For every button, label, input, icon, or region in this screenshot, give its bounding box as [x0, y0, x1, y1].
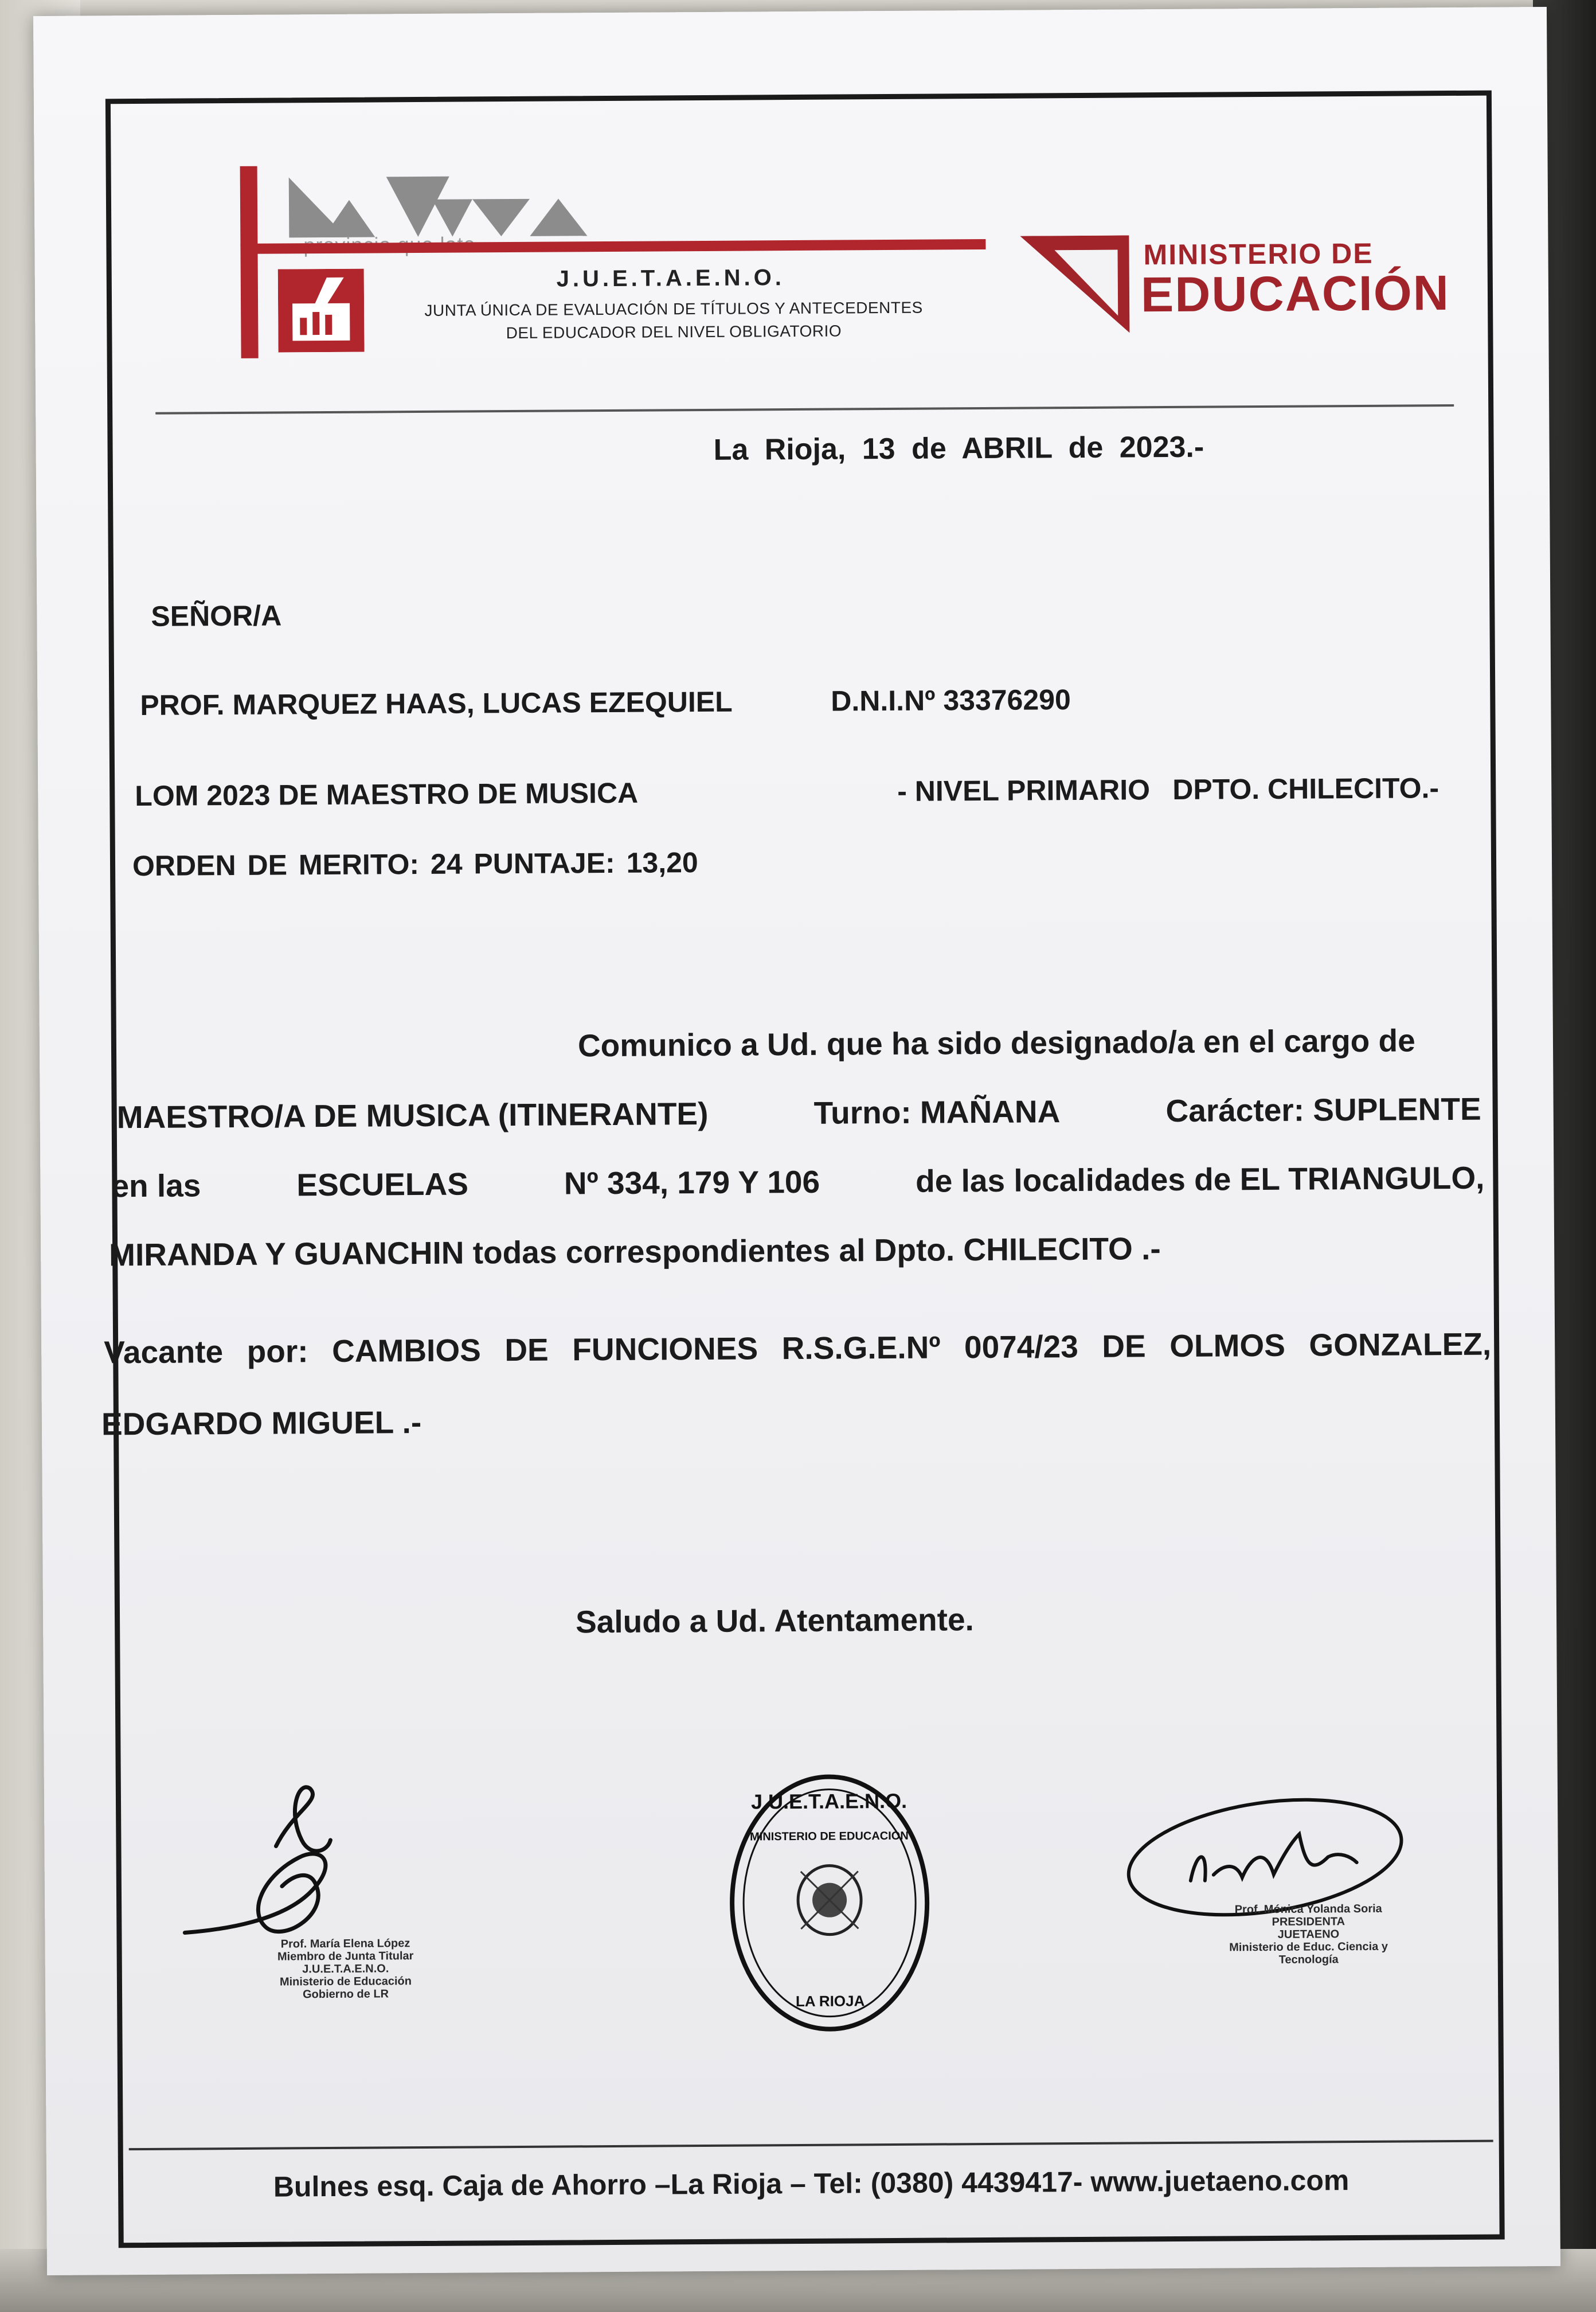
- left-stamp-line: Ministerio de Educación: [279, 1975, 412, 1989]
- body-line-4: MIRANDA Y GUANCHIN todas correspondientes al Dpto. CHILECITO .-: [108, 1231, 1161, 1273]
- vacancy-word: 0074/23: [964, 1329, 1078, 1365]
- document-page: [33, 7, 1560, 2275]
- body-line-3-part: en las: [111, 1167, 201, 1204]
- ministry-triangle-icon: [1020, 235, 1135, 339]
- juetaeno-emblem-icon: [278, 269, 365, 353]
- header-divider: [155, 404, 1454, 415]
- vacancy-word: Vacante: [104, 1334, 224, 1370]
- school-numbers: Nº 334, 179 Y 106: [564, 1163, 820, 1201]
- vacancy-line-2: EDGARDO MIGUEL .-: [101, 1404, 422, 1442]
- salutation: SEÑOR/A: [151, 599, 282, 632]
- footer-divider: [129, 2140, 1493, 2151]
- body-line-3-part: ESCUELAS: [296, 1166, 469, 1203]
- la-rioja-wordmark-logo: [283, 163, 685, 240]
- right-stamp-line: JUETAENO: [1277, 1928, 1340, 1941]
- org-fullname-line2: DEL EDUCADOR DEL NIVEL OBLIGATORIO: [506, 322, 842, 342]
- left-stamp-line: Gobierno de LR: [303, 1987, 389, 2001]
- official-seal-icon: [723, 1768, 937, 2038]
- vacancy-word: DE: [504, 1331, 549, 1368]
- vacancy-word: GONZALEZ,: [1309, 1326, 1492, 1363]
- lom-position: LOM 2023 DE MAESTRO DE MUSICA: [135, 776, 639, 813]
- designation-shift: Turno: MAÑANA: [813, 1093, 1061, 1131]
- vacancy-word: FUNCIONES: [572, 1330, 758, 1368]
- vacancy-word: R.S.G.E.Nº: [781, 1329, 941, 1366]
- body-line-3-part: de las localidades de EL TRIANGULO,: [915, 1159, 1485, 1199]
- document-border: [101, 91, 1505, 2248]
- vacancy-line: [104, 1326, 1491, 1371]
- svg-text:LA RIOJA: LA RIOJA: [795, 1992, 865, 2010]
- letterhead-red-bar-vertical: [240, 166, 259, 358]
- left-stamp-line: J.U.E.T.A.E.N.O.: [302, 1962, 389, 1976]
- recipient-dni: D.N.I.Nº 33376290: [831, 684, 1071, 717]
- vacancy-word: CAMBIOS: [331, 1332, 482, 1369]
- svg-text:J.U.E.T.A.E.N.O.: J.U.E.T.A.E.N.O.: [750, 1788, 907, 1814]
- right-signature-stamp: [1205, 1902, 1412, 1966]
- merit-order-score: ORDEN DE MERITO: 24 PUNTAJE: 13,20: [132, 846, 698, 882]
- closing: Saludo a Ud. Atentamente.: [575, 1602, 975, 1640]
- lom-level: - NIVEL PRIMARIO: [897, 774, 1151, 807]
- body-line-3: [111, 1159, 1484, 1205]
- lom-department: DPTO. CHILECITO.-: [1172, 772, 1439, 806]
- vacancy-word: por:: [247, 1333, 308, 1369]
- letterhead: [111, 96, 1488, 425]
- designation-character: Carácter: SUPLENTE: [1165, 1091, 1481, 1129]
- footer-address: Bulnes esq. Caja de Ahorro –La Rioja – Tel: (0380) 4439417- www.juetaeno.com: [273, 2164, 1349, 2203]
- body-line-2: [117, 1091, 1481, 1136]
- org-fullname-line1: JUNTA ÚNICA DE EVALUACIÓN DE TÍTULOS Y ANTECEDENTES: [424, 298, 923, 319]
- svg-text:MINISTERIO DE EDUCACION: MINISTERIO DE EDUCACION: [750, 1829, 909, 1844]
- org-acronym: J.U.E.T.A.E.N.O.: [556, 265, 785, 292]
- lom-line: [135, 771, 1499, 820]
- ministry-name-line1: MINISTERIO DE: [1143, 237, 1374, 271]
- right-stamp-line: PRESIDENTA: [1272, 1915, 1345, 1928]
- designation-role: MAESTRO/A DE MUSICA (ITINERANTE): [116, 1095, 709, 1135]
- body-line-1: Comunico a Ud. que ha sido designado/a en el cargo de: [577, 1022, 1415, 1064]
- left-handwritten-signature: [178, 1777, 363, 1950]
- left-stamp-line: Prof. María Elena López: [280, 1937, 410, 1951]
- left-signature-stamp: [251, 1937, 440, 2001]
- right-stamp-line: Ministerio de Educ. Ciencia y Tecnología: [1229, 1940, 1388, 1966]
- right-stamp-line: Prof. Mónica Yolanda Soria: [1234, 1902, 1382, 1916]
- left-stamp-line: Miembro de Junta Titular: [277, 1950, 414, 1963]
- ministry-name-line2: EDUCACIÓN: [1140, 265, 1450, 323]
- recipient-name: PROF. MARQUEZ HAAS, LUCAS EZEQUIEL: [140, 685, 733, 721]
- letter-date: La Rioja, 13 de ABRIL de 2023.-: [713, 430, 1204, 467]
- vacancy-word: DE: [1102, 1328, 1146, 1364]
- vacancy-word: OLMOS: [1169, 1327, 1286, 1364]
